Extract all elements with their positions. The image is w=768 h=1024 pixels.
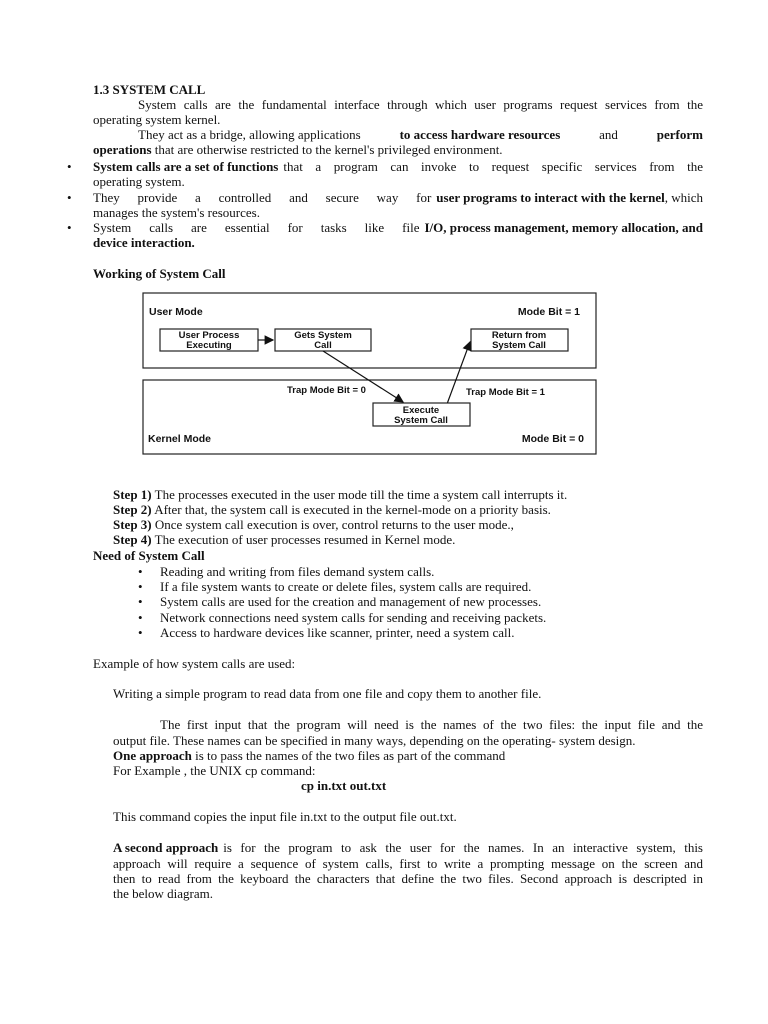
need-heading: Need of System Call [93,548,205,563]
need-bullet-marker [138,625,143,641]
bullet-marker [67,190,75,206]
section-heading: 1.3 SYSTEM CALL [93,82,206,97]
need-item-4: Network connections need system calls for sending and receiving packets. [160,610,547,625]
one-approach-line [113,748,505,764]
one-approach-bold: One approach [113,748,192,763]
bullet-3-line-2: device interaction. [93,235,195,250]
bullet-2-line-2: manages the system's resources. [93,205,260,220]
intro-para-2-line-2 [93,142,703,158]
mode-bit-1-label: Mode Bit = 1 [517,306,580,318]
bullet-1-line-1 [93,159,703,175]
example-p1-line-2: output file. These names can be specified in many ways, depending on the operating- system design. [113,733,636,748]
bullet-2-bold: user programs to interact with the kernel [436,190,665,205]
bullet-2-a: They provide a controlled and secure way for [93,190,432,205]
intro-p2-f: that are otherwise restricted to the kernel's privileged environment. [154,142,503,157]
one-approach-rest: is to pass the names of the two files as part of the command [195,748,506,763]
bullet-3-a: System calls are essential for tasks like file [93,220,420,235]
gets-system-call-text-1: Gets System [294,330,352,341]
user-mode-label: User Mode [149,306,203,318]
intro-p2-c: and [599,127,618,142]
step-4-label: Step 4) [113,532,152,547]
second-approach-line-1 [113,840,703,856]
step-2 [113,502,551,518]
user-process-text-1: User Process [178,330,240,341]
intro-para-2-line-1 [138,127,703,143]
step-4 [113,532,455,548]
intro-p2-a: They act as a bridge, allowing applications [138,127,361,142]
step-3-label: Step 3) [113,517,152,532]
bullet-2-rest: , which [664,190,703,205]
cp-command: cp in.txt out.txt [301,778,387,793]
kernel-mode-label: Kernel Mode [148,433,212,445]
bullet-marker [67,159,75,175]
return-text-1: Return from [491,330,547,341]
bullet-3-line-1 [93,220,703,236]
step-1-text: The processes executed in the user mode till the time a system call interrupts it. [154,487,568,502]
execute-text-1: Execute [402,405,440,416]
need-item-5: Access to hardware devices like scanner, printer, need a system call. [160,625,515,640]
bullet-marker [67,220,75,236]
need-bullet-marker [138,610,143,626]
need-bullet-marker [138,594,143,610]
second-approach-line-4: the below diagram. [113,886,213,901]
return-text-2: System Call [492,340,546,351]
bullet-1-rest: that a program can invoke to request specific services from the [283,159,703,174]
user-process-text-2: Executing [186,340,232,351]
intro-p2-d: perform [656,127,703,142]
working-heading: Working of System Call [93,266,226,281]
step-2-label: Step 2) [113,502,152,517]
need-item-3: System calls are used for the creation and management of new processes. [160,594,542,609]
for-example-line: For Example , the UNIX cp command: [113,763,316,778]
system-call-diagram [142,292,598,456]
second-approach-bold: A second approach [113,840,219,855]
step-1-label: Step 1) [113,487,152,502]
step-1 [113,487,567,503]
example-task: Writing a simple program to read data from one file and copy them to another file. [113,686,542,701]
step-3 [113,517,514,533]
gets-system-call-text-2: Call [314,340,332,351]
need-bullet-marker [138,579,143,595]
trap-mode-bit-1-label: Trap Mode Bit = 1 [466,387,545,398]
bullet-2-line-1 [93,190,703,206]
example-p1-line-1: The first input that the program will need is the names of the two files: the input file and the [160,717,703,732]
intro-para-1-line-2: operating system kernel. [93,112,221,127]
step-4-text: The execution of user processes resumed in Kernel mode. [154,532,456,547]
mode-bit-0-label: Mode Bit = 0 [521,433,584,445]
step-3-text: Once system call execution is over, control returns to the user mode., [154,517,514,532]
second-approach-line-2: approach will require a sequence of system calls, first to write a prompting message on the screen and [113,856,703,871]
bullet-1-bold: System calls are a set of functions [93,159,279,174]
step-2-text: After that, the system call is executed in the kernel-mode on a priority basis. [154,502,551,517]
example-intro: Example of how system calls are used: [93,656,296,671]
execute-text-2: System Call [394,415,448,426]
intro-p2-e: operations [93,142,152,157]
bullet-1-line-2: operating system. [93,174,185,189]
trap-mode-bit-0-label: Trap Mode Bit = 0 [287,385,366,396]
bullet-3-bold: I/O, process management, memory allocation, and [424,220,703,235]
need-item-2: If a file system wants to create or delete files, system calls are required. [160,579,532,594]
need-item-1: Reading and writing from files demand system calls. [160,564,435,579]
second-approach-line-3: then to read from the keyboard the characters that define the two files. Second approach is descripted in [113,871,703,886]
copies-line: This command copies the input file in.txt to the output file out.txt. [113,809,457,824]
need-bullet-marker [138,564,143,580]
intro-para-1-line-1: System calls are the fundamental interface through which user programs request services from the [138,97,703,112]
intro-p2-b: to access hardware resources [399,127,561,142]
second-approach-rest: is for the program to ask the user for the names. In an interactive system, this [223,840,703,855]
